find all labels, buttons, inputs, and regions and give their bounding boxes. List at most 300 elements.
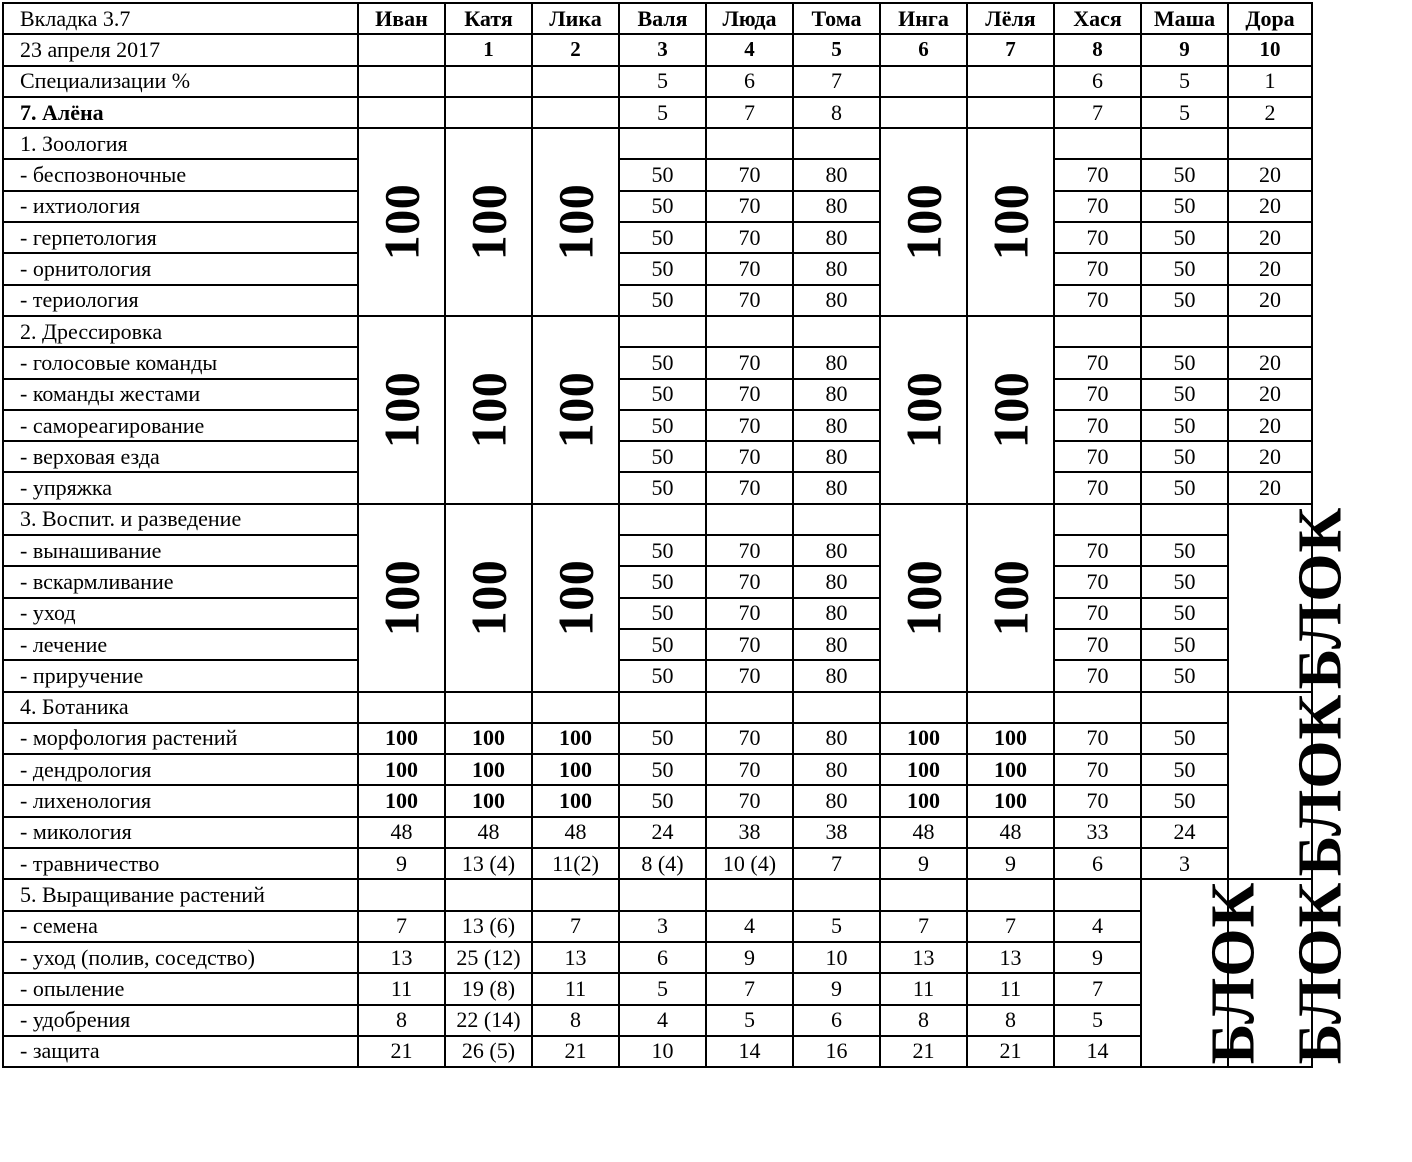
table-row — [3, 785, 1312, 816]
table-cell: 80 — [793, 191, 880, 222]
table-cell: 9 — [880, 848, 967, 879]
table-cell: 48 — [967, 817, 1054, 848]
row-label: - команды жестами — [3, 379, 358, 410]
table-cell: 100 — [532, 723, 619, 754]
table-cell — [445, 66, 532, 97]
row-label: - семена — [3, 911, 358, 942]
table-cell: 80 — [793, 535, 880, 566]
table-row — [3, 1005, 1312, 1036]
table-row — [3, 973, 1312, 1004]
table-cell: 8 — [532, 1005, 619, 1036]
big-value-ivan — [358, 128, 445, 316]
table-cell: 70 — [1054, 410, 1141, 441]
table-row — [3, 347, 1312, 378]
big-value-inga-text: 100 — [895, 183, 952, 261]
name-valya: Валя — [619, 3, 706, 34]
table-cell: 50 — [619, 285, 706, 316]
name-toma: Тома — [793, 3, 880, 34]
table-cell: 5 — [1054, 1005, 1141, 1036]
table-cell: 50 — [1141, 723, 1228, 754]
row-label: - самореагирование — [3, 410, 358, 441]
name-khasya: Хася — [1054, 3, 1141, 34]
table-cell: 50 — [1141, 566, 1228, 597]
name-lyolya: Лёля — [967, 3, 1054, 34]
table-cell — [358, 692, 445, 723]
table-cell: 70 — [706, 285, 793, 316]
table-cell — [706, 316, 793, 347]
table-cell — [706, 504, 793, 535]
table-cell: 70 — [1054, 629, 1141, 660]
row-label: - микология — [3, 817, 358, 848]
table-cell — [532, 692, 619, 723]
big-value-inga — [880, 128, 967, 316]
table-cell: 8 — [793, 97, 880, 128]
table-cell: 50 — [619, 723, 706, 754]
big-value-ivan — [358, 316, 445, 504]
table-cell: 50 — [1141, 347, 1228, 378]
table-cell — [880, 879, 967, 910]
table-cell: 7 — [358, 911, 445, 942]
table-cell: 100 — [445, 785, 532, 816]
table-cell: 10 (4) — [706, 848, 793, 879]
table-cell: 48 — [880, 817, 967, 848]
big-value-katya-text: 100 — [460, 183, 517, 261]
table-cell — [880, 97, 967, 128]
table-cell: 11 — [967, 973, 1054, 1004]
table-cell: 80 — [793, 754, 880, 785]
table-row — [3, 817, 1312, 848]
table-cell: 20 — [1228, 347, 1312, 378]
table-cell — [532, 66, 619, 97]
table-row — [3, 566, 1312, 597]
row-label: - приручение — [3, 660, 358, 691]
training-title-row — [3, 316, 1312, 347]
table-cell: 50 — [619, 566, 706, 597]
big-value-inga — [880, 504, 967, 692]
table-cell: 21 — [532, 1036, 619, 1067]
table-cell: 80 — [793, 629, 880, 660]
table-cell: 80 — [793, 285, 880, 316]
table-cell: 25 (12) — [445, 942, 532, 973]
table-cell: 100 — [358, 785, 445, 816]
table-cell: 100 — [532, 754, 619, 785]
botany-title-row — [3, 692, 1312, 723]
table-cell — [1141, 504, 1228, 535]
table-cell: 80 — [793, 253, 880, 284]
table-cell: 70 — [1054, 347, 1141, 378]
table-cell: 5 — [619, 97, 706, 128]
table-cell: 80 — [793, 566, 880, 597]
table-cell: 14 — [1054, 1036, 1141, 1067]
table-cell — [793, 504, 880, 535]
table-cell: 70 — [706, 660, 793, 691]
table-cell — [967, 97, 1054, 128]
row-label: - лихенология — [3, 785, 358, 816]
specialization-table — [2, 2, 1355, 1068]
table-cell: 38 — [706, 817, 793, 848]
table-cell: 70 — [1054, 566, 1141, 597]
table-cell: 50 — [619, 379, 706, 410]
table-cell: 70 — [1054, 754, 1141, 785]
table-cell: 7 — [532, 911, 619, 942]
table-cell: 80 — [793, 410, 880, 441]
table-cell: 21 — [880, 1036, 967, 1067]
table-cell — [619, 316, 706, 347]
table-cell: 10 — [793, 942, 880, 973]
table-cell: 7 — [967, 911, 1054, 942]
table-cell: 80 — [793, 723, 880, 754]
table-cell: 100 — [532, 785, 619, 816]
table-cell — [706, 128, 793, 159]
row-label: - уход — [3, 598, 358, 629]
table-cell: 100 — [445, 754, 532, 785]
table-cell: 80 — [793, 598, 880, 629]
table-cell: 50 — [1141, 441, 1228, 472]
row-label: - лечение — [3, 629, 358, 660]
table-row — [3, 754, 1312, 785]
table-row — [3, 911, 1312, 942]
row-label: - голосовые команды — [3, 347, 358, 378]
table-cell: 100 — [358, 754, 445, 785]
table-cell: 50 — [619, 785, 706, 816]
table-cell: 50 — [619, 191, 706, 222]
row-label: - герпетология — [3, 222, 358, 253]
table-cell: 100 — [445, 723, 532, 754]
table-cell: 11 — [532, 973, 619, 1004]
big-value-lika — [532, 128, 619, 316]
table-cell — [1228, 128, 1312, 159]
name-lyuda: Люда — [706, 3, 793, 34]
growing-title: 5. Выращивание растений — [3, 879, 358, 910]
name-dora: Дора — [1228, 3, 1312, 34]
table-cell — [358, 97, 445, 128]
table-cell: 70 — [1054, 472, 1141, 503]
table-cell: 7 — [706, 97, 793, 128]
zoology-title: 1. Зоология — [3, 128, 358, 159]
table-cell: 50 — [619, 472, 706, 503]
training-title: 2. Дрессировка — [3, 316, 358, 347]
row-label: - морфология растений — [3, 723, 358, 754]
table-row — [3, 285, 1312, 316]
table-cell: 20 — [1228, 159, 1312, 190]
table-cell: 50 — [1141, 785, 1228, 816]
table-cell: 80 — [793, 785, 880, 816]
block-masha-growing-text: БЛОК — [1199, 881, 1268, 1065]
table-cell: 4 — [619, 1005, 706, 1036]
table-cell: 13 — [880, 942, 967, 973]
big-value-ivan-text: 100 — [373, 559, 430, 636]
table-cell: 70 — [1054, 222, 1141, 253]
number-dora: 10 — [1228, 34, 1312, 65]
table-cell: 50 — [619, 535, 706, 566]
header-row-names — [3, 3, 1312, 34]
number-khasya: 8 — [1054, 34, 1141, 65]
breeding-title-row — [3, 504, 1312, 535]
table-cell: 7 — [706, 973, 793, 1004]
table-cell: 5 — [1141, 97, 1228, 128]
number-katya: 1 — [445, 34, 532, 65]
table-cell: 50 — [1141, 472, 1228, 503]
table-cell — [793, 879, 880, 910]
table-cell: 70 — [1054, 253, 1141, 284]
date-label: 23 апреля 2017 — [3, 34, 358, 65]
table-cell: 20 — [1228, 191, 1312, 222]
table-cell — [880, 692, 967, 723]
table-cell — [706, 692, 793, 723]
table-row — [3, 472, 1312, 503]
table-cell: 24 — [619, 817, 706, 848]
name-ivan: Иван — [358, 3, 445, 34]
table-cell: 20 — [1228, 379, 1312, 410]
big-value-lyolya — [967, 316, 1054, 504]
table-cell: 70 — [1054, 785, 1141, 816]
row-label: - опыление — [3, 973, 358, 1004]
table-cell: 8 — [358, 1005, 445, 1036]
table-cell: 70 — [1054, 159, 1141, 190]
number-toma: 5 — [793, 34, 880, 65]
table-cell: 3 — [1141, 848, 1228, 879]
table-cell: 50 — [1141, 629, 1228, 660]
table-row — [3, 660, 1312, 691]
table-cell: 7 — [880, 911, 967, 942]
block-dora-botany-text: БЛОК — [1286, 694, 1355, 877]
table-cell: 100 — [358, 723, 445, 754]
table-cell — [880, 66, 967, 97]
zoology-title-row — [3, 128, 1312, 159]
table-cell: 70 — [1054, 598, 1141, 629]
table-cell: 9 — [358, 848, 445, 879]
table-cell: 21 — [358, 1036, 445, 1067]
table-cell: 24 — [1141, 817, 1228, 848]
table-row — [3, 159, 1312, 190]
table-cell: 100 — [880, 785, 967, 816]
number-valya: 3 — [619, 34, 706, 65]
big-value-lyolya-text: 100 — [982, 371, 1039, 449]
table-cell: 50 — [1141, 285, 1228, 316]
table-cell: 70 — [706, 410, 793, 441]
row-label: - орнитология — [3, 253, 358, 284]
number-lyolya: 7 — [967, 34, 1054, 65]
table-cell: 9 — [1054, 942, 1141, 973]
table-row — [3, 629, 1312, 660]
table-cell: 80 — [793, 441, 880, 472]
row-label: - вскармливание — [3, 566, 358, 597]
name-lika: Лика — [532, 3, 619, 34]
table-cell: 50 — [619, 253, 706, 284]
table-row — [3, 222, 1312, 253]
big-value-lika-text: 100 — [547, 559, 604, 636]
table-cell: 100 — [967, 754, 1054, 785]
table-cell: 20 — [1228, 285, 1312, 316]
table-cell: 70 — [1054, 191, 1141, 222]
botany-title: 4. Ботаника — [3, 692, 358, 723]
table-cell — [1054, 879, 1141, 910]
table-row — [3, 410, 1312, 441]
table-cell: 20 — [1228, 410, 1312, 441]
row-label: - териология — [3, 285, 358, 316]
table-row — [3, 942, 1312, 973]
table-cell: 50 — [1141, 660, 1228, 691]
table-cell: 20 — [1228, 472, 1312, 503]
table-cell: 48 — [445, 817, 532, 848]
row-label: - травничество — [3, 848, 358, 879]
table-cell — [445, 97, 532, 128]
table-cell: 4 — [706, 911, 793, 942]
table-cell: 80 — [793, 159, 880, 190]
table-cell: 7 — [1054, 973, 1141, 1004]
table-cell — [1054, 128, 1141, 159]
table-cell: 70 — [706, 222, 793, 253]
big-value-ivan-text: 100 — [373, 183, 430, 261]
table-cell: 5 — [1141, 66, 1228, 97]
table-cell: 7 — [793, 848, 880, 879]
table-cell: 70 — [1054, 660, 1141, 691]
row-label: - беспозвоночные — [3, 159, 358, 190]
row-label: - ихтиология — [3, 191, 358, 222]
number-inga: 6 — [880, 34, 967, 65]
table-cell: 6 — [1054, 848, 1141, 879]
table-cell: 9 — [793, 973, 880, 1004]
big-value-inga-text: 100 — [895, 559, 952, 636]
table-cell: 5 — [619, 973, 706, 1004]
table-cell — [1228, 316, 1312, 347]
alena-row — [3, 97, 1312, 128]
table-row — [3, 535, 1312, 566]
big-value-lyolya-text: 100 — [982, 559, 1039, 636]
big-value-lika-text: 100 — [547, 371, 604, 449]
table-cell: 70 — [706, 629, 793, 660]
table-cell: 50 — [1141, 222, 1228, 253]
big-value-lyolya — [967, 128, 1054, 316]
table-cell: 50 — [1141, 535, 1228, 566]
table-cell: 100 — [880, 754, 967, 785]
table-cell: 70 — [706, 441, 793, 472]
table-cell: 80 — [793, 347, 880, 378]
table-row — [3, 253, 1312, 284]
table-cell: 70 — [706, 472, 793, 503]
table-cell — [967, 66, 1054, 97]
big-value-lyolya — [967, 504, 1054, 692]
table-cell — [1141, 316, 1228, 347]
row-label: - уход (полив, соседство) — [3, 942, 358, 973]
table-cell: 50 — [619, 441, 706, 472]
table-cell — [445, 692, 532, 723]
table-cell — [1141, 692, 1228, 723]
table-cell: 26 (5) — [445, 1036, 532, 1067]
block-dora-breeding-text: БЛОК — [1286, 506, 1355, 690]
table-cell: 70 — [706, 159, 793, 190]
table-row — [3, 379, 1312, 410]
table-cell: 6 — [619, 942, 706, 973]
tab-label: Вкладка 3.7 — [3, 3, 358, 34]
number-lika: 2 — [532, 34, 619, 65]
big-value-inga-text: 100 — [895, 371, 952, 449]
number-ivan — [358, 34, 445, 65]
name-katya: Катя — [445, 3, 532, 34]
table-row — [3, 598, 1312, 629]
table-cell: 50 — [619, 629, 706, 660]
table-cell: 50 — [1141, 159, 1228, 190]
table-cell — [445, 879, 532, 910]
specializations-row — [3, 66, 1312, 97]
table-cell: 80 — [793, 379, 880, 410]
table-cell: 70 — [1054, 723, 1141, 754]
table-cell: 70 — [1054, 535, 1141, 566]
table-cell: 20 — [1228, 441, 1312, 472]
table-cell — [532, 879, 619, 910]
number-masha: 9 — [1141, 34, 1228, 65]
table-cell: 21 — [967, 1036, 1054, 1067]
big-value-katya-text: 100 — [460, 371, 517, 449]
table-body — [3, 3, 1355, 1067]
block-dora-botany — [1228, 692, 1355, 880]
table-cell: 13 — [358, 942, 445, 973]
big-value-ivan — [358, 504, 445, 692]
growing-title-row — [3, 879, 1312, 910]
table-cell: 70 — [706, 754, 793, 785]
row-label: - упряжка — [3, 472, 358, 503]
table-cell — [619, 504, 706, 535]
table-cell — [793, 692, 880, 723]
table-cell: 6 — [706, 66, 793, 97]
row-label: - защита — [3, 1036, 358, 1067]
table-cell: 70 — [706, 535, 793, 566]
table-cell — [1054, 504, 1141, 535]
table-cell: 13 — [967, 942, 1054, 973]
big-value-ivan-text: 100 — [373, 371, 430, 449]
row-label: - дендрология — [3, 754, 358, 785]
table-cell — [1054, 316, 1141, 347]
table-cell — [358, 66, 445, 97]
number-lyuda: 4 — [706, 34, 793, 65]
table-cell: 50 — [1141, 191, 1228, 222]
table-cell: 50 — [1141, 410, 1228, 441]
table-cell: 13 (6) — [445, 911, 532, 942]
table-cell: 8 — [967, 1005, 1054, 1036]
table-cell: 50 — [619, 410, 706, 441]
table-cell — [532, 97, 619, 128]
table-cell: 50 — [619, 159, 706, 190]
table-row — [3, 723, 1312, 754]
table-cell: 11 — [358, 973, 445, 1004]
specializations-label: Специализации % — [3, 66, 358, 97]
big-value-katya — [445, 128, 532, 316]
table-cell: 70 — [706, 566, 793, 597]
table-cell — [1141, 128, 1228, 159]
table-cell — [1054, 692, 1141, 723]
table-cell: 10 — [619, 1036, 706, 1067]
big-value-katya — [445, 316, 532, 504]
table-cell: 33 — [1054, 817, 1141, 848]
table-cell: 50 — [619, 660, 706, 691]
table-cell — [967, 879, 1054, 910]
table-cell: 70 — [706, 347, 793, 378]
table-cell: 7 — [793, 66, 880, 97]
big-value-lika — [532, 504, 619, 692]
header-row-numbers — [3, 34, 1312, 65]
table-cell: 5 — [619, 66, 706, 97]
table-cell — [793, 128, 880, 159]
name-inga: Инга — [880, 3, 967, 34]
table-cell: 19 (8) — [445, 973, 532, 1004]
table-cell: 6 — [1054, 66, 1141, 97]
table-cell: 50 — [1141, 379, 1228, 410]
big-value-katya-text: 100 — [460, 559, 517, 636]
table-cell: 14 — [706, 1036, 793, 1067]
table-cell: 20 — [1228, 253, 1312, 284]
block-dora-growing-text: БЛОК — [1286, 881, 1355, 1065]
table-cell: 6 — [793, 1005, 880, 1036]
